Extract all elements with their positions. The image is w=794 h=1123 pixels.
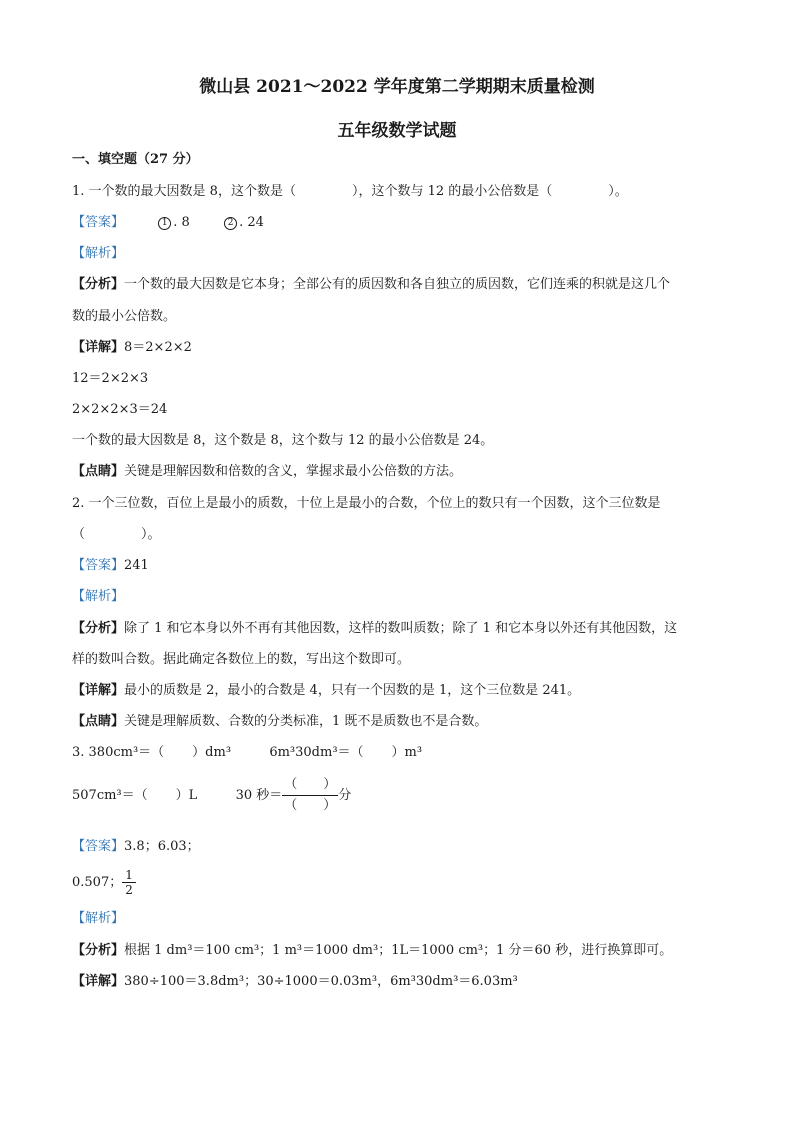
xiangjie-label: 【详解】 <box>72 974 125 989</box>
answer-label: 【答案】 <box>72 839 125 854</box>
q1-answer-value-1: . 8 <box>173 215 190 230</box>
q3-xiangjie <box>72 973 518 991</box>
q1-xiangjie-line-3: 2×2×2×3＝24 <box>72 402 168 417</box>
section-heading: 一、填空题（27 分） <box>72 152 199 167</box>
q1-xiangjie <box>72 339 192 357</box>
q2-analysis-label: 【解析】 <box>72 589 125 604</box>
circled-number: 2 <box>224 217 237 230</box>
q3-answer-value-2: 0.507； <box>72 875 123 890</box>
q1-xiangjie-text: 8＝2×2×2 <box>124 340 192 355</box>
q2-dianjing-text: 关键是理解质数、合数的分类标准，1 既不是质数也不是合数。 <box>124 714 488 729</box>
answer-fraction <box>122 868 136 897</box>
q1-answer <box>72 214 264 232</box>
fenxi-label: 【分析】 <box>72 277 125 292</box>
q2-stem-open: （ <box>72 527 86 542</box>
xiangjie-label: 【详解】 <box>72 683 125 698</box>
q2-dianjing <box>72 713 487 731</box>
question-1 <box>72 183 628 201</box>
page-subtitle: 五年级数学试题 <box>337 121 457 141</box>
q3-stem-2c: 30 秒＝ <box>235 788 283 803</box>
q2-answer-value: 241 <box>124 558 149 573</box>
question-3-line-2 <box>72 775 351 816</box>
q2-xiangjie <box>72 682 580 700</box>
q3-xiangjie-text: 380÷100＝3.8dm³；30÷1000＝0.03m³，6m³30dm³＝6.03m³ <box>124 974 518 989</box>
q3-stem-2b: ）L <box>175 788 198 803</box>
dianjing-label: 【点睛】 <box>72 464 125 479</box>
q1-xiangjie-line-4: 一个数的最大因数是 8，这个数是 8，这个数与 12 的最小公倍数是 24。 <box>72 433 494 448</box>
q2-fenxi-cont: 样的数叫合数。据此确定各数位上的数，写出这个数即可。 <box>72 652 411 667</box>
q1-fenxi-cont: 数的最小公倍数。 <box>72 309 177 324</box>
q3-answer-value-1: 3.8；6.03； <box>124 839 200 854</box>
q3-stem-1d: ）m³ <box>391 745 423 760</box>
page-title: 微山县 2021～2022 学年度第二学期期末质量检测 <box>199 77 595 97</box>
question-3 <box>72 744 422 762</box>
q3-stem-1b: ）dm³ <box>192 745 232 760</box>
q3-stem-1a: 3. 380cm³＝（ <box>72 745 165 760</box>
answer-label: 【答案】 <box>72 558 125 573</box>
fraction-blank <box>282 775 338 816</box>
q1-xiangjie-line-2: 12＝2×2×3 <box>72 371 149 386</box>
q3-fenxi-text: 根据 1 dm³＝100 cm³；1 m³＝1000 dm³；1L＝1000 cm³；1 分＝60 秒，进行换算即可。 <box>124 943 673 958</box>
question-2-cont <box>72 526 161 544</box>
q2-fenxi-text: 除了 1 和它本身以外不再有其他因数，这样的数叫质数；除了 1 和它本身以外还有其他因数，这 <box>124 621 678 636</box>
q2-xiangjie-text: 最小的质数是 2，最小的合数是 4，只有一个因数的是 1，这个三位数是 241。 <box>124 683 581 698</box>
q3-answer-line-2 <box>72 868 136 898</box>
q1-fenxi-text: 一个数的最大因数是它本身；全部公有的质因数和各自独立的质因数，它们连乘的积就是这几个 <box>124 277 671 292</box>
q1-analysis-label: 【解析】 <box>72 246 125 261</box>
fenxi-label: 【分析】 <box>72 621 125 636</box>
q3-stem-2a: 507cm³＝（ <box>72 788 148 803</box>
q3-stem-2d: 分 <box>338 788 352 803</box>
q1-stem-c: ）。 <box>608 184 628 199</box>
q1-stem-a: 1. 一个数的最大因数是 8，这个数是（ <box>72 184 296 199</box>
question-2: 2. 一个三位数，百位上是最小的质数，十位上是最小的合数，个位上的数只有一个因数，这个三位数是 <box>72 496 661 511</box>
q3-stem-1c: 6m³30dm³＝（ <box>269 745 364 760</box>
q2-fenxi <box>72 620 677 638</box>
fenxi-label: 【分析】 <box>72 943 125 958</box>
q1-stem-b: ），这个数与 12 的最小公倍数是（ <box>351 184 553 199</box>
answer-fraction-denominator: 2 <box>125 883 133 897</box>
q1-dianjing-text: 关键是理解因数和倍数的含义，掌握求最小公倍数的方法。 <box>124 464 463 479</box>
q3-answer <box>72 838 200 856</box>
q3-analysis-label: 【解析】 <box>72 911 125 926</box>
q3-fenxi <box>72 942 672 960</box>
answer-label: 【答案】 <box>72 215 125 230</box>
fraction-numerator: （ ） <box>282 775 338 796</box>
q1-answer-value-2: . 24 <box>239 215 264 230</box>
q2-answer <box>72 557 149 575</box>
q2-stem-close: ）。 <box>141 527 161 542</box>
q1-dianjing <box>72 463 462 481</box>
dianjing-label: 【点睛】 <box>72 714 125 729</box>
answer-fraction-numerator: 1 <box>122 868 136 883</box>
xiangjie-label: 【详解】 <box>72 340 125 355</box>
circled-number: 1 <box>158 217 171 230</box>
fraction-denominator: （ ） <box>284 798 337 813</box>
q1-fenxi <box>72 276 670 294</box>
